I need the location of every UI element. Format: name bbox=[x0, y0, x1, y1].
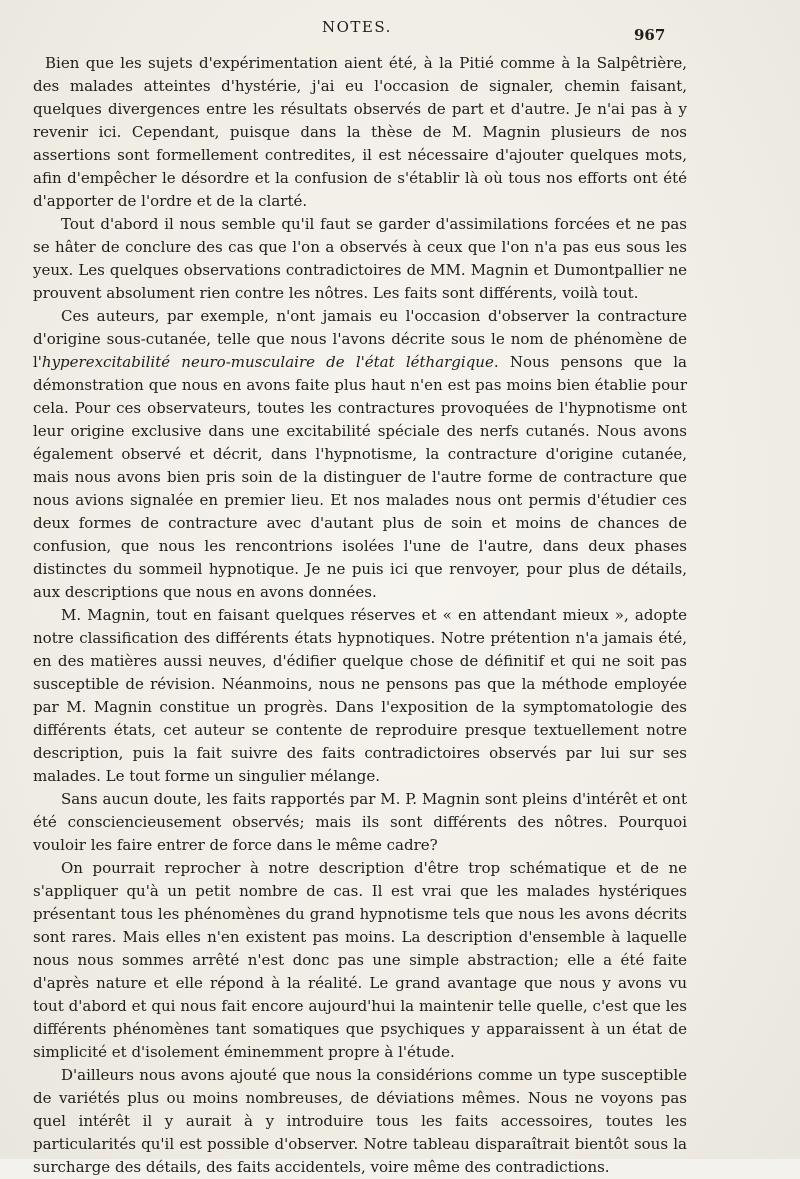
paragraph-5: Sans aucun doute, les faits rapportés par M. P. Magnin sont pleins d'intérêt et ont été consciencieusement observés; mais ils sont différents des nôtres. Pourquoi vouloir les faire entrer de force dans le même cadre? bbox=[33, 790, 687, 854]
paragraph-6: On pourrait reprocher à notre description d'être trop schématique et de ne s'appliquer qu'à un petit nombre de cas. Il est vrai que les malades hystériques présentant tous les phénomènes du grand hypnotisme tels que nous les avons décrits sont rares. Mais elles n'en existent pas moins. La description d'ensemble à laquelle nous nous sommes arrêté n'est donc pas une simple abstraction; elle a été faite d'après nature et elle répond à la réalité. Le grand avantage que nous y avons vu tout d'abord et qui nous fait encore aujourd'hui la maintenir telle quelle, c'est que les différents phénomènes tant somatiques que psychiques y apparaissent à un état de simplicité et d'isolement éminemment propre à l'étude. bbox=[33, 859, 687, 1061]
running-head: NOTES. bbox=[322, 18, 392, 36]
page-header bbox=[0, 18, 800, 42]
paragraph-2: Tout d'abord il nous semble qu'il faut se garder d'assimilations forcées et ne pas se hâter de conclure des cas que l'on a observés à ceux que l'on n'a pas eus sous les yeux. Les quelques observations contradictoires de MM. Magnin et Dumontpallier ne prouvent absolument rien contre les nôtres. Les faits sont différents, voilà tout. bbox=[33, 215, 687, 302]
paragraph-3 bbox=[33, 305, 687, 604]
body-text bbox=[33, 52, 687, 1179]
paragraph-1: Bien que les sujets d'expérimentation aient été, à la Pitié comme à la Salpêtrière, des malades atteintes d'hystérie, j'ai eu l'occasion de signaler, chemin faisant, quelques divergences entre les résultats observés de part et d'autre. Je n'ai pas à y revenir ici. Cependant, puisque dans la thèse de M. Magnin plusieurs de nos assertions sont formellement contredites, il est nécessaire d'ajouter quelques mots, afin d'empêcher le désordre et la confusion de s'établir là où tous nos efforts ont été d'apporter de l'ordre et de la clarté. bbox=[33, 54, 687, 210]
paragraph-7: D'ailleurs nous avons ajouté que nous la considérions comme un type susceptible de variétés plus ou moins nombreuses, de déviations mêmes. Nous ne voyons pas quel intérêt il y aurait à y introduire tous les faits accessoires, toutes les particularités qu'il est possible d'observer. Notre tableau disparaîtrait bientôt sous la surcharge des détails, des faits accidentels, voire même des contradictions. bbox=[33, 1066, 687, 1176]
paragraph-3-text-before: Ces auteurs, par exemple, n'ont jamais eu l'occasion d'observer la contracture d'origine sous-cutanée, telle que nous l'avons décrite sous le nom de phénomène de l' bbox=[33, 307, 687, 371]
paragraph-3-italic-term: hyperexcitabilité neuro-musculaire de l'état léthargique bbox=[41, 353, 494, 371]
paragraph-3-text-after: . Nous pensons que la démonstration que nous en avons faite plus haut n'en est pas moins bien établie pour cela. Pour ces observateurs, toutes les contractures provoquées de l'hypnotisme ont leur origine exclusive dans une excitabilité spéciale des nerfs cutanés. Nous avons également observé et décrit, dans l'hypnotisme, la contracture d'origine cutanée, mais nous avons bien pris soin de la distinguer de l'autre forme de contracture que nous avions signalée en premier lieu. Et nos malades nous ont permis d'étudier ces deux formes de contracture avec d'autant plus de soin et moins de chances de confusion, que nous les rencontrions isolées l'une de l'autre, dans deux phases distinctes du sommeil hypnotique. Je ne puis ici que renvoyer, pour plus de détails, aux descriptions que nous en avons données. bbox=[33, 353, 687, 601]
paragraph-4: M. Magnin, tout en faisant quelques réserves et « en attendant mieux », adopte notre classification des différents états hypnotiques. Notre prétention n'a jamais été, en des matières aussi neuves, d'édifier quelque chose de définitif et qui ne soit pas susceptible de révision. Néanmoins, nous ne pensons pas que la méthode employée par M. Magnin constitue un progrès. Dans l'exposition de la symptomatologie des différents états, cet auteur se contente de reproduire presque textuellement notre description, puis la fait suivre des faits contradictoires observés par lui sur ses malades. Le tout forme un singulier mélange. bbox=[33, 606, 687, 785]
page-number: 967 bbox=[634, 26, 666, 44]
